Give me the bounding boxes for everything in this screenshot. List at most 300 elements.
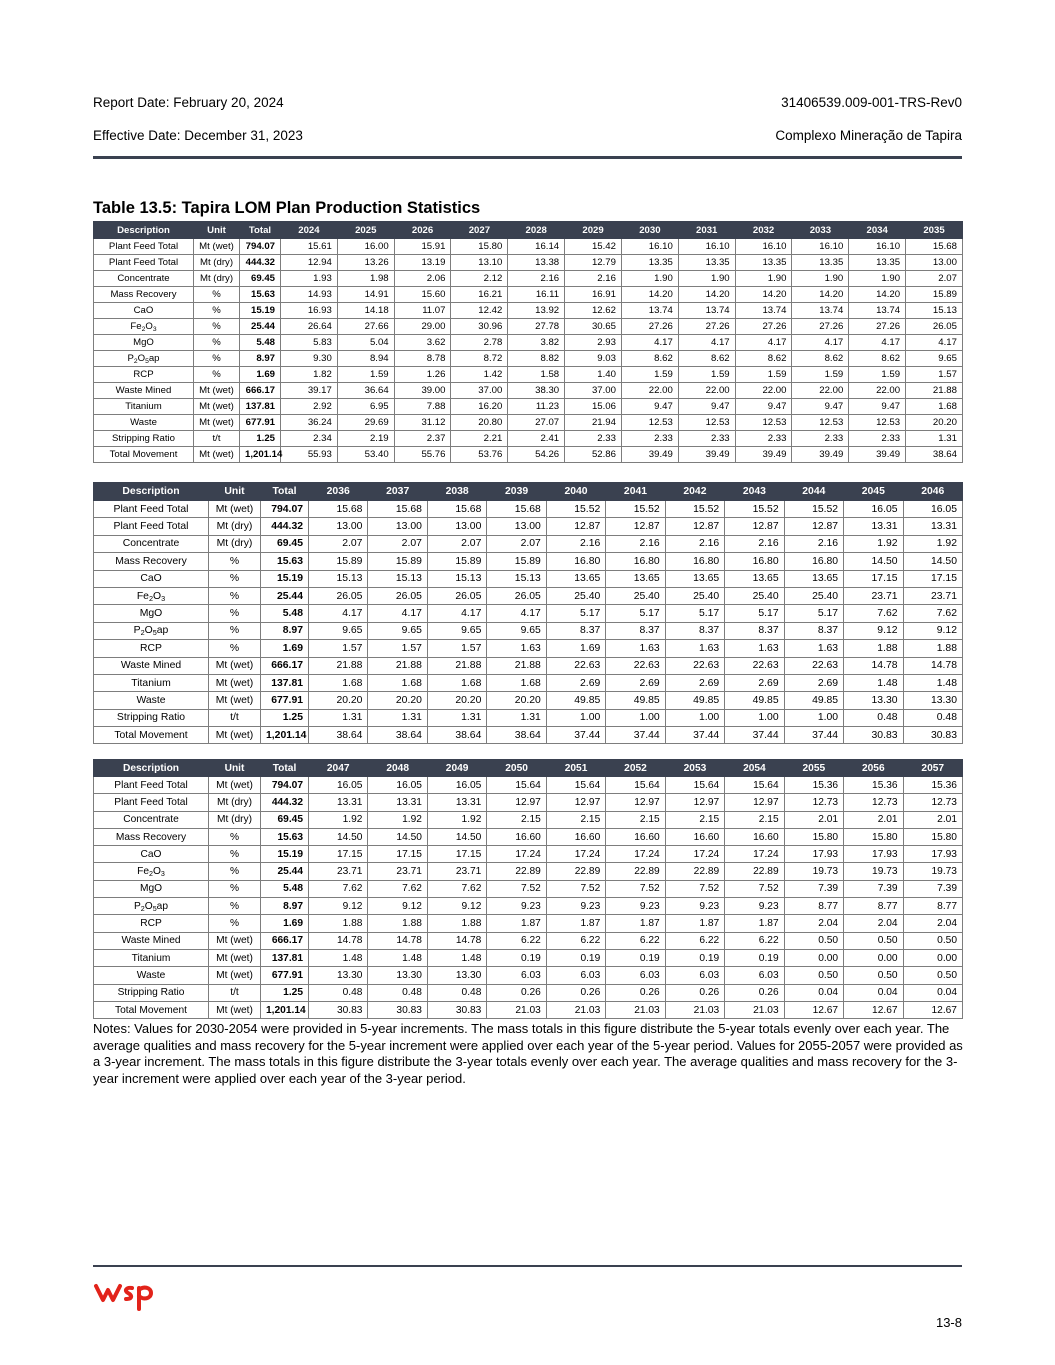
year-value: 9.23 xyxy=(665,898,724,915)
year-value: 27.26 xyxy=(621,319,678,335)
row-unit: t/t xyxy=(209,709,261,726)
year-value: 2.07 xyxy=(309,535,368,552)
year-value: 37.44 xyxy=(606,727,665,744)
year-value: 4.17 xyxy=(678,335,735,351)
row-total: 69.45 xyxy=(261,811,309,828)
year-value: 2.15 xyxy=(546,811,605,828)
year-value: 1.68 xyxy=(427,674,486,691)
year-value: 38.64 xyxy=(427,727,486,744)
column-header-year: 2049 xyxy=(427,760,486,777)
year-value: 2.34 xyxy=(281,431,338,447)
year-value: 20.20 xyxy=(906,415,963,431)
column-header-year: 2036 xyxy=(309,483,368,501)
year-value: 1.92 xyxy=(427,811,486,828)
year-value: 15.68 xyxy=(487,501,546,518)
row-description: Total Movement xyxy=(94,447,194,463)
year-value: 2.15 xyxy=(725,811,784,828)
year-value: 7.62 xyxy=(427,880,486,897)
row-description: Total Movement xyxy=(94,727,209,744)
year-value: 15.89 xyxy=(487,553,546,570)
year-value: 13.00 xyxy=(427,518,486,535)
year-value: 1.48 xyxy=(903,674,962,691)
year-value: 2.33 xyxy=(735,431,792,447)
year-value: 17.24 xyxy=(606,846,665,863)
year-value: 9.65 xyxy=(487,622,546,639)
year-value: 2.69 xyxy=(784,674,843,691)
table-row xyxy=(94,367,963,383)
year-value: 22.00 xyxy=(735,383,792,399)
row-total: 666.17 xyxy=(261,657,309,674)
year-value: 13.65 xyxy=(665,570,724,587)
year-value: 15.52 xyxy=(784,501,843,518)
year-value: 16.10 xyxy=(678,239,735,255)
year-value: 15.64 xyxy=(546,777,605,794)
year-value: 14.91 xyxy=(337,287,394,303)
year-value: 1.59 xyxy=(792,367,849,383)
year-value: 30.83 xyxy=(903,727,962,744)
column-header-year: 2048 xyxy=(368,760,427,777)
year-value: 1.31 xyxy=(906,431,963,447)
year-value: 17.15 xyxy=(368,846,427,863)
table-row xyxy=(94,967,963,984)
year-value: 39.49 xyxy=(849,447,906,463)
year-value: 39.49 xyxy=(621,447,678,463)
table-row xyxy=(94,447,963,463)
row-description: MgO xyxy=(94,880,209,897)
year-value: 13.31 xyxy=(903,518,962,535)
year-value: 31.12 xyxy=(394,415,451,431)
row-description: Waste Mined xyxy=(94,383,194,399)
year-value: 16.14 xyxy=(508,239,565,255)
row-unit: % xyxy=(209,828,261,845)
table-row xyxy=(94,518,963,535)
row-unit: Mt (wet) xyxy=(209,501,261,518)
column-header-unit: Unit xyxy=(209,483,261,501)
year-value: 2.01 xyxy=(784,811,843,828)
row-description: RCP xyxy=(94,640,209,657)
row-description: $P_2O_5ap$ xyxy=(94,351,194,367)
year-value: 2.15 xyxy=(487,811,546,828)
year-value: 16.80 xyxy=(606,553,665,570)
year-value: 12.73 xyxy=(844,794,903,811)
year-value: 6.22 xyxy=(546,932,605,949)
year-value: 12.97 xyxy=(546,794,605,811)
row-description: Stripping Ratio xyxy=(94,431,194,447)
year-value: 12.67 xyxy=(903,1001,962,1018)
year-value: 22.89 xyxy=(606,863,665,880)
year-value: 2.69 xyxy=(725,674,784,691)
year-value: 1.92 xyxy=(309,811,368,828)
row-description: Mass Recovery xyxy=(94,287,194,303)
year-value: 16.10 xyxy=(735,239,792,255)
year-value: 13.30 xyxy=(368,967,427,984)
row-unit: Mt (dry) xyxy=(194,255,240,271)
row-total: 5.48 xyxy=(261,605,309,622)
year-value: 5.83 xyxy=(281,335,338,351)
year-value: 26.64 xyxy=(281,319,338,335)
row-unit: % xyxy=(209,846,261,863)
year-value: 0.26 xyxy=(487,984,546,1001)
year-value: 9.12 xyxy=(309,898,368,915)
row-description: Plant Feed Total xyxy=(94,518,209,535)
year-value: 1.26 xyxy=(394,367,451,383)
year-value: 13.65 xyxy=(546,570,605,587)
year-value: 4.17 xyxy=(427,605,486,622)
year-value: 1.90 xyxy=(735,271,792,287)
year-value: 0.04 xyxy=(903,984,962,1001)
year-value: 8.62 xyxy=(735,351,792,367)
column-header-year: 2033 xyxy=(792,222,849,239)
row-total: 25.44 xyxy=(261,587,309,604)
year-value: 2.07 xyxy=(368,535,427,552)
year-value: 37.00 xyxy=(565,383,622,399)
year-value: 12.62 xyxy=(565,303,622,319)
year-value: 2.16 xyxy=(665,535,724,552)
year-value: 38.64 xyxy=(309,727,368,744)
year-value: 19.73 xyxy=(903,863,962,880)
year-value: 2.16 xyxy=(725,535,784,552)
row-description: Concentrate xyxy=(94,811,209,828)
year-value: 15.61 xyxy=(281,239,338,255)
year-value: 20.20 xyxy=(427,692,486,709)
column-header-unit: Unit xyxy=(209,760,261,777)
year-value: 14.93 xyxy=(281,287,338,303)
year-value: 12.87 xyxy=(725,518,784,535)
year-value: 5.17 xyxy=(546,605,605,622)
year-value: 19.73 xyxy=(784,863,843,880)
year-value: 1.42 xyxy=(451,367,508,383)
row-total: 1.69 xyxy=(261,640,309,657)
row-unit: % xyxy=(194,287,240,303)
year-value: 30.96 xyxy=(451,319,508,335)
table-row xyxy=(94,674,963,691)
year-value: 17.24 xyxy=(487,846,546,863)
year-value: 6.03 xyxy=(487,967,546,984)
production-table-2047-2057 xyxy=(93,759,963,1019)
year-value: 13.00 xyxy=(309,518,368,535)
year-value: 27.26 xyxy=(735,319,792,335)
year-value: 16.80 xyxy=(725,553,784,570)
row-description: RCP xyxy=(94,915,209,932)
year-value: 15.68 xyxy=(427,501,486,518)
row-unit: % xyxy=(209,553,261,570)
year-value: 1.57 xyxy=(309,640,368,657)
year-value: 11.23 xyxy=(508,399,565,415)
year-value: 16.20 xyxy=(451,399,508,415)
year-value: 7.88 xyxy=(394,399,451,415)
row-total: 15.19 xyxy=(240,303,281,319)
year-value: 8.62 xyxy=(621,351,678,367)
year-value: 15.80 xyxy=(451,239,508,255)
row-description: Concentrate xyxy=(94,271,194,287)
row-description: Plant Feed Total xyxy=(94,794,209,811)
table-row xyxy=(94,415,963,431)
year-value: 14.50 xyxy=(427,828,486,845)
year-value: 12.42 xyxy=(451,303,508,319)
year-value: 2.16 xyxy=(508,271,565,287)
year-value: 9.47 xyxy=(792,399,849,415)
year-value: 27.26 xyxy=(678,319,735,335)
year-value: 9.12 xyxy=(427,898,486,915)
row-unit: Mt (wet) xyxy=(194,399,240,415)
year-value: 9.12 xyxy=(903,622,962,639)
year-value: 1.40 xyxy=(565,367,622,383)
column-header-year: 2031 xyxy=(678,222,735,239)
year-value: 9.65 xyxy=(906,351,963,367)
year-value: 1.48 xyxy=(368,949,427,966)
row-unit: % xyxy=(209,587,261,604)
year-value: 15.42 xyxy=(565,239,622,255)
year-value: 0.48 xyxy=(427,984,486,1001)
year-value: 13.30 xyxy=(844,692,903,709)
year-value: 8.37 xyxy=(665,622,724,639)
year-value: 1.90 xyxy=(621,271,678,287)
year-value: 9.47 xyxy=(735,399,792,415)
row-total: 5.48 xyxy=(261,880,309,897)
year-value: 9.23 xyxy=(725,898,784,915)
year-value: 30.83 xyxy=(427,1001,486,1018)
row-total: 5.48 xyxy=(240,335,281,351)
year-value: 37.44 xyxy=(665,727,724,744)
year-value: 2.19 xyxy=(337,431,394,447)
row-total: 677.91 xyxy=(240,415,281,431)
column-header-year: 2041 xyxy=(606,483,665,501)
year-value: 17.24 xyxy=(665,846,724,863)
year-value: 30.83 xyxy=(844,727,903,744)
table-row xyxy=(94,777,963,794)
year-value: 15.89 xyxy=(906,287,963,303)
row-total: 15.63 xyxy=(240,287,281,303)
year-value: 49.85 xyxy=(665,692,724,709)
year-value: 21.88 xyxy=(906,383,963,399)
year-value: 16.11 xyxy=(508,287,565,303)
year-value: 12.87 xyxy=(665,518,724,535)
year-value: 36.64 xyxy=(337,383,394,399)
year-value: 21.88 xyxy=(368,657,427,674)
year-value: 13.31 xyxy=(427,794,486,811)
year-value: 17.15 xyxy=(427,846,486,863)
year-value: 13.74 xyxy=(678,303,735,319)
row-total: 25.44 xyxy=(240,319,281,335)
year-value: 14.78 xyxy=(427,932,486,949)
year-value: 13.00 xyxy=(487,518,546,535)
year-value: 13.35 xyxy=(792,255,849,271)
column-header-year: 2044 xyxy=(784,483,843,501)
year-value: 1.00 xyxy=(725,709,784,726)
year-value: 22.63 xyxy=(546,657,605,674)
row-unit: % xyxy=(209,570,261,587)
year-value: 7.39 xyxy=(784,880,843,897)
year-value: 53.40 xyxy=(337,447,394,463)
year-value: 27.26 xyxy=(792,319,849,335)
year-value: 25.40 xyxy=(784,587,843,604)
year-value: 16.60 xyxy=(725,828,784,845)
year-value: 9.47 xyxy=(849,399,906,415)
year-value: 38.64 xyxy=(487,727,546,744)
year-value: 0.00 xyxy=(903,949,962,966)
year-value: 26.05 xyxy=(368,587,427,604)
year-value: 1.00 xyxy=(546,709,605,726)
year-value: 38.64 xyxy=(368,727,427,744)
year-value: 55.93 xyxy=(281,447,338,463)
row-total: 8.97 xyxy=(240,351,281,367)
row-description: $Fe_2O_3$ xyxy=(94,863,209,880)
year-value: 1.88 xyxy=(427,915,486,932)
year-value: 49.85 xyxy=(606,692,665,709)
table-row xyxy=(94,553,963,570)
year-value: 22.63 xyxy=(725,657,784,674)
year-value: 23.71 xyxy=(427,863,486,880)
year-value: 9.23 xyxy=(546,898,605,915)
year-value: 29.69 xyxy=(337,415,394,431)
year-value: 8.62 xyxy=(792,351,849,367)
year-value: 17.93 xyxy=(784,846,843,863)
year-value: 14.20 xyxy=(678,287,735,303)
column-header-year: 2038 xyxy=(427,483,486,501)
row-total: 69.45 xyxy=(261,535,309,552)
wsp-logo xyxy=(93,1278,157,1317)
project-name: Complexo Mineração de Tapira xyxy=(775,128,962,143)
year-value: 22.89 xyxy=(665,863,724,880)
row-description: Waste xyxy=(94,415,194,431)
year-value: 12.53 xyxy=(849,415,906,431)
year-value: 5.17 xyxy=(784,605,843,622)
table-row xyxy=(94,846,963,863)
year-value: 1.48 xyxy=(844,674,903,691)
year-value: 16.00 xyxy=(337,239,394,255)
year-value: 15.68 xyxy=(368,501,427,518)
column-header-year: 2025 xyxy=(337,222,394,239)
year-value: 15.13 xyxy=(427,570,486,587)
row-unit: Mt (dry) xyxy=(209,811,261,828)
year-value: 15.91 xyxy=(394,239,451,255)
table-row xyxy=(94,239,963,255)
year-value: 30.83 xyxy=(368,1001,427,1018)
year-value: 15.36 xyxy=(903,777,962,794)
row-description: $Fe_2O_3$ xyxy=(94,319,194,335)
year-value: 22.00 xyxy=(678,383,735,399)
row-total: 794.07 xyxy=(261,501,309,518)
row-unit: % xyxy=(209,898,261,915)
year-value: 6.03 xyxy=(606,967,665,984)
year-value: 16.10 xyxy=(621,239,678,255)
year-value: 1.68 xyxy=(368,674,427,691)
year-value: 0.50 xyxy=(903,967,962,984)
column-header-year: 2051 xyxy=(546,760,605,777)
year-value: 55.76 xyxy=(394,447,451,463)
year-value: 25.40 xyxy=(725,587,784,604)
row-description: $Fe_2O_3$ xyxy=(94,587,209,604)
year-value: 1.63 xyxy=(665,640,724,657)
year-value: 16.80 xyxy=(546,553,605,570)
year-value: 0.04 xyxy=(844,984,903,1001)
row-unit: % xyxy=(194,335,240,351)
year-value: 13.65 xyxy=(725,570,784,587)
year-value: 8.62 xyxy=(678,351,735,367)
year-value: 0.48 xyxy=(309,984,368,1001)
year-value: 7.39 xyxy=(844,880,903,897)
year-value: 8.77 xyxy=(844,898,903,915)
year-value: 23.71 xyxy=(368,863,427,880)
year-value: 1.57 xyxy=(427,640,486,657)
column-header-year: 2045 xyxy=(844,483,903,501)
column-header-year: 2043 xyxy=(725,483,784,501)
table-row xyxy=(94,271,963,287)
year-value: 1.59 xyxy=(735,367,792,383)
year-value: 1.88 xyxy=(903,640,962,657)
wsp-logo-icon xyxy=(93,1278,157,1312)
year-value: 16.60 xyxy=(546,828,605,845)
row-description: Waste xyxy=(94,692,209,709)
row-description: Waste Mined xyxy=(94,932,209,949)
column-header-year: 2030 xyxy=(621,222,678,239)
year-value: 1.68 xyxy=(487,674,546,691)
year-value: 1.31 xyxy=(427,709,486,726)
row-unit: Mt (wet) xyxy=(194,415,240,431)
row-unit: % xyxy=(209,863,261,880)
table-row xyxy=(94,1001,963,1018)
row-total: 25.44 xyxy=(261,863,309,880)
year-value: 15.13 xyxy=(309,570,368,587)
year-value: 13.30 xyxy=(309,967,368,984)
table-row xyxy=(94,605,963,622)
year-value: 2.69 xyxy=(606,674,665,691)
column-header-total: Total xyxy=(240,222,281,239)
row-total: 444.32 xyxy=(240,255,281,271)
year-value: 15.52 xyxy=(665,501,724,518)
year-value: 2.04 xyxy=(844,915,903,932)
column-header-year: 2037 xyxy=(368,483,427,501)
year-value: 26.05 xyxy=(906,319,963,335)
year-value: 22.89 xyxy=(725,863,784,880)
year-value: 2.21 xyxy=(451,431,508,447)
year-value: 1.48 xyxy=(427,949,486,966)
table-row xyxy=(94,727,963,744)
year-value: 23.71 xyxy=(903,587,962,604)
year-value: 1.59 xyxy=(337,367,394,383)
year-value: 9.47 xyxy=(678,399,735,415)
year-value: 21.94 xyxy=(565,415,622,431)
year-value: 1.88 xyxy=(844,640,903,657)
column-header-year: 2055 xyxy=(784,760,843,777)
year-value: 12.53 xyxy=(621,415,678,431)
year-value: 17.93 xyxy=(903,846,962,863)
table-header-row xyxy=(94,222,963,239)
year-value: 16.05 xyxy=(844,501,903,518)
row-unit: % xyxy=(209,915,261,932)
year-value: 1.87 xyxy=(606,915,665,932)
year-value: 9.12 xyxy=(844,622,903,639)
year-value: 1.00 xyxy=(665,709,724,726)
year-value: 13.35 xyxy=(849,255,906,271)
table-row xyxy=(94,319,963,335)
year-value: 53.76 xyxy=(451,447,508,463)
year-value: 7.62 xyxy=(903,605,962,622)
year-value: 26.05 xyxy=(309,587,368,604)
year-value: 21.88 xyxy=(427,657,486,674)
row-unit: Mt (dry) xyxy=(209,535,261,552)
row-description: Titanium xyxy=(94,949,209,966)
year-value: 9.47 xyxy=(621,399,678,415)
year-value: 2.69 xyxy=(546,674,605,691)
year-value: 15.68 xyxy=(309,501,368,518)
row-unit: % xyxy=(194,351,240,367)
row-unit: Mt (dry) xyxy=(209,794,261,811)
year-value: 2.69 xyxy=(665,674,724,691)
year-value: 23.71 xyxy=(844,587,903,604)
year-value: 12.73 xyxy=(903,794,962,811)
table-row xyxy=(94,880,963,897)
